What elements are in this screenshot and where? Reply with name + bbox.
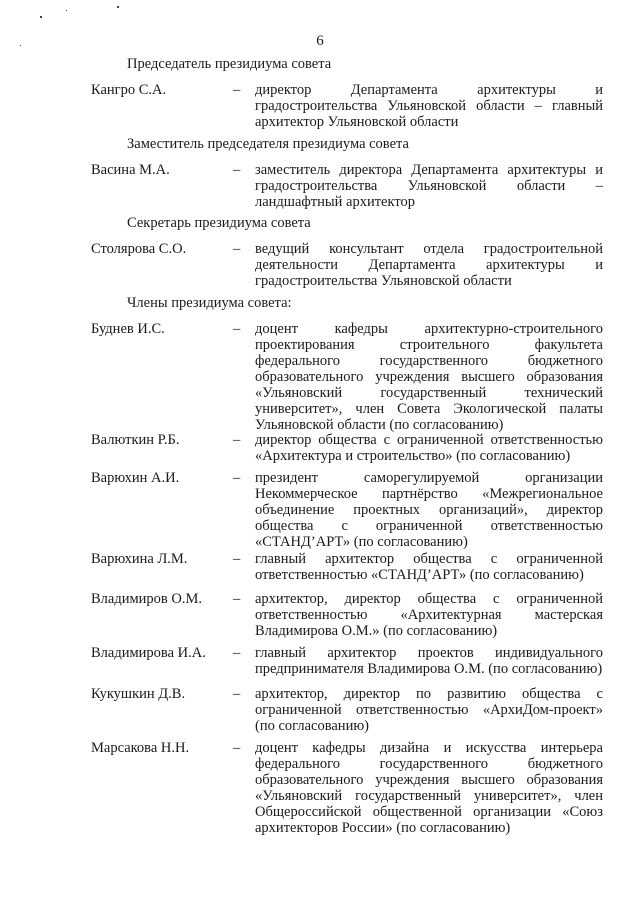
heading-secretary: Секретарь президиума совета	[127, 215, 311, 231]
person-description: главный архитектор проектов индивидуального предпринимателя Владимирова О.М. (по согласованию)	[255, 645, 603, 677]
page-number: 6	[316, 33, 324, 49]
dash: –	[233, 162, 241, 178]
dash: –	[233, 432, 241, 448]
person-description: директор общества с ограниченной ответственностью «Архитектура и строительство» (по согласованию)	[255, 432, 603, 464]
person-name: Кангро С.А.	[91, 82, 167, 98]
person-description: доцент кафедры архитектурно-строительного проектирования строительного факультета федерального государственного бюджетного образовательного учреждения высшего образования «Ульяновский государственный технический университет», член Совета Экологической палаты Ульяновской области (по согласованию)	[255, 321, 603, 433]
dash: –	[233, 321, 241, 337]
dash: –	[233, 740, 241, 756]
person-name: Владимиров О.М.	[91, 591, 203, 607]
heading-chairman: Председатель президиума совета	[127, 56, 332, 72]
dash: –	[233, 645, 241, 661]
person-description: ведущий консультант отдела градостроительной деятельности Департамента архитектуры и градостроительства Ульяновской области	[255, 241, 603, 289]
person-name: Марсакова Н.Н.	[91, 740, 190, 756]
person-name: Владимирова И.А.	[91, 645, 206, 661]
person-description: главный архитектор общества с ограниченной ответственностью «СТАНД’АРТ» (по согласованию)	[255, 551, 603, 583]
person-description: президент саморегулируемой организации Некоммерческое партнёрство «Межрегиональное объединение проектных организаций», директор общества с ограниченной ответственностью «СТАНД’АРТ» (по согласованию)	[255, 470, 603, 550]
person-description: архитектор, директор общества с ограниченной ответственностью «Архитектурная мастерская Владимирова О.М.» (по согласованию)	[255, 591, 603, 639]
person-name: Васина М.А.	[91, 162, 170, 178]
person-description: директор Департамента архитектуры и градостроительства Ульяновской области – главный архитектор Ульяновской области	[255, 82, 603, 130]
dash: –	[233, 551, 241, 567]
scan-mark	[40, 16, 42, 18]
heading-deputy: Заместитель председателя президиума совета	[127, 136, 409, 152]
person-name: Кукушкин Д.В.	[91, 686, 186, 702]
person-name: Валюткин Р.Б.	[91, 432, 180, 448]
person-description: архитектор, директор по развитию общества с ограниченной ответственностью «АрхиДом-проект» (по согласованию)	[255, 686, 603, 734]
dash: –	[233, 686, 241, 702]
person-description: доцент кафедры дизайна и искусства интерьера федерального государственного бюджетного образовательного учреждения высшего образования «Ульяновский государственный университет», член Общероссийской общественной организации «Союз архитекторов России» (по согласованию)	[255, 740, 603, 836]
scan-mark	[66, 10, 67, 11]
scan-mark	[117, 6, 119, 8]
dash: –	[233, 470, 241, 486]
person-description: заместитель директора Департамента архитектуры и градостроительства Ульяновской области – ландшафтный архитектор	[255, 162, 603, 210]
person-name: Варюхина Л.М.	[91, 551, 188, 567]
person-name: Столярова С.О.	[91, 241, 187, 257]
person-name: Варюхин А.И.	[91, 470, 180, 486]
dash: –	[233, 591, 241, 607]
dash: –	[233, 82, 241, 98]
dash: –	[233, 241, 241, 257]
person-name: Буднев И.С.	[91, 321, 165, 337]
heading-members: Члены президиума совета:	[127, 295, 292, 311]
